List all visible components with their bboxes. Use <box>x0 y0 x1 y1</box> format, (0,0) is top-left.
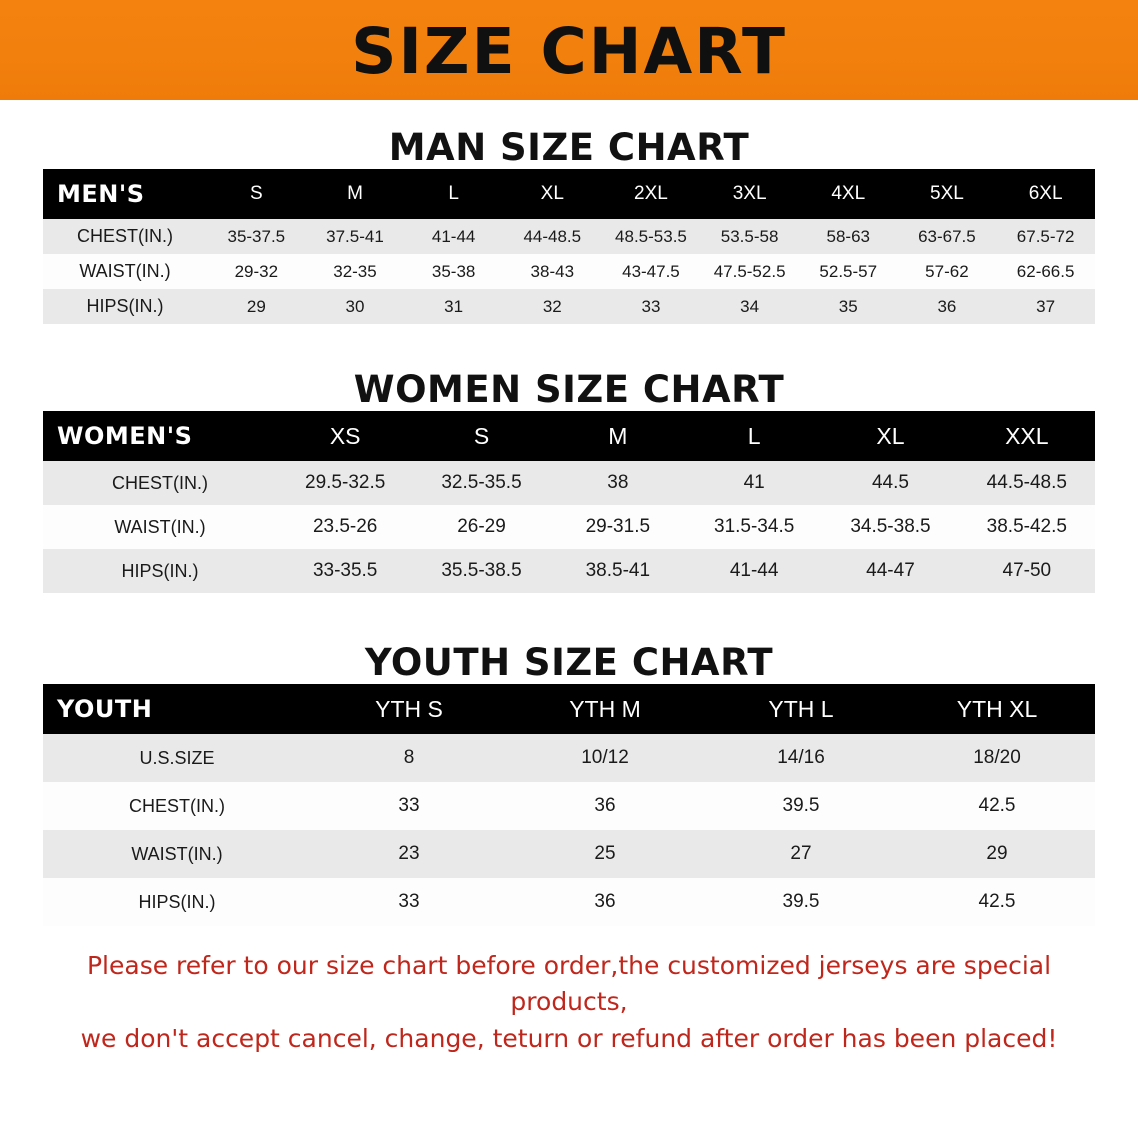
women-cell: 44-47 <box>866 560 915 581</box>
table-row <box>43 289 1095 324</box>
policy-note-line-2: we don't accept cancel, change, teturn or refund after order has been placed! <box>80 1023 1058 1053</box>
women-cell: 38.5-41 <box>585 560 651 581</box>
women-cell: 41-44 <box>729 560 779 581</box>
youth-cell: 33 <box>398 795 420 816</box>
youth-cell: 39.5 <box>782 891 820 912</box>
women-header-row <box>43 411 1095 461</box>
women-cell: 33-35.5 <box>312 560 378 581</box>
women-cell: 23.5-26 <box>312 516 378 537</box>
women-cell: 47-50 <box>1002 560 1052 581</box>
women-row-label: CHEST(IN.) <box>112 472 208 493</box>
table-row <box>43 878 1095 926</box>
women-row-label: HIPS(IN.) <box>121 560 199 581</box>
man-cell: 35 <box>838 296 858 316</box>
women-cell: 38.5-42.5 <box>986 516 1067 537</box>
man-cell: 36 <box>937 296 957 316</box>
man-cell: 57-62 <box>925 261 969 281</box>
man-cell: 29 <box>246 296 266 316</box>
women-size-table-wrapper <box>43 411 1095 593</box>
man-size-table <box>43 169 1095 324</box>
youth-row-label: CHEST(IN.) <box>129 795 225 816</box>
table-row <box>43 734 1095 782</box>
man-cell: 35-37.5 <box>227 226 286 246</box>
man-cell: 30 <box>345 296 365 316</box>
youth-corner-label: YOUTH <box>57 695 153 723</box>
youth-col-header: YTH XL <box>956 695 1038 722</box>
women-cell: 44.5-48.5 <box>986 472 1067 493</box>
man-cell: 32-35 <box>333 261 377 281</box>
man-header-row <box>43 169 1095 219</box>
youth-header-row <box>43 684 1095 734</box>
man-col-header: 3XL <box>732 183 767 204</box>
women-row-label: WAIST(IN.) <box>114 516 206 537</box>
man-col-header: 6XL <box>1028 183 1063 204</box>
man-cell: 29-32 <box>234 261 279 281</box>
youth-cell: 36 <box>594 795 616 816</box>
man-row-label: HIPS(IN.) <box>86 296 164 316</box>
man-col-header: 4XL <box>831 183 866 204</box>
women-cell: 41 <box>743 472 765 493</box>
man-col-header: XL <box>540 183 564 204</box>
youth-cell: 18/20 <box>973 747 1021 768</box>
women-cell: 34.5-38.5 <box>850 516 931 537</box>
man-table-head <box>43 169 1095 219</box>
page-title: SIZE CHART <box>351 14 787 88</box>
women-cell: 32.5-35.5 <box>441 472 522 493</box>
youth-row-label: HIPS(IN.) <box>138 891 216 912</box>
man-cell: 43-47.5 <box>622 261 680 281</box>
man-cell: 48.5-53.5 <box>615 226 687 246</box>
man-cell: 37.5-41 <box>326 226 384 246</box>
women-col-header: XXL <box>1005 422 1049 449</box>
women-corner-label: WOMEN'S <box>57 422 193 450</box>
women-col-header: L <box>747 422 761 449</box>
youth-cell: 25 <box>594 843 616 864</box>
man-cell: 58-63 <box>826 226 870 246</box>
man-col-header: S <box>249 183 263 204</box>
man-cell: 47.5-52.5 <box>713 261 786 281</box>
man-cell: 53.5-58 <box>720 226 779 246</box>
policy-note <box>39 948 1099 1057</box>
women-cell: 29.5-32.5 <box>305 472 386 493</box>
man-cell: 67.5-72 <box>1016 226 1075 246</box>
youth-cell: 29 <box>986 843 1008 864</box>
youth-cell: 33 <box>398 891 420 912</box>
youth-section-heading: YOUTH SIZE CHART <box>364 641 774 684</box>
man-row-label: CHEST(IN.) <box>77 226 173 246</box>
man-cell: 37 <box>1036 296 1056 316</box>
youth-cell: 39.5 <box>782 795 820 816</box>
women-cell: 31.5-34.5 <box>714 516 795 537</box>
man-cell: 38-43 <box>530 261 575 281</box>
man-col-header: M <box>347 183 363 204</box>
youth-cell: 36 <box>594 891 616 912</box>
man-size-table-wrapper <box>43 169 1095 324</box>
man-col-header: 5XL <box>930 183 964 204</box>
youth-col-header: YTH S <box>375 695 443 722</box>
table-row <box>43 549 1095 593</box>
man-cell: 32 <box>542 296 562 316</box>
women-cell: 38 <box>607 472 629 493</box>
man-cell: 33 <box>641 296 661 316</box>
table-row <box>43 219 1095 254</box>
man-cell: 34 <box>740 296 760 316</box>
youth-cell: 23 <box>398 843 420 864</box>
women-cell: 29-31.5 <box>585 516 651 537</box>
youth-size-table <box>43 684 1095 926</box>
youth-cell: 10/12 <box>581 747 629 768</box>
man-cell: 35-38 <box>431 261 476 281</box>
youth-cell: 42.5 <box>978 795 1016 816</box>
women-cell: 26-29 <box>457 516 506 537</box>
page-banner <box>0 0 1138 100</box>
man-cell: 44-48.5 <box>523 226 582 246</box>
women-col-header: XL <box>876 422 905 449</box>
women-table-head <box>43 411 1095 461</box>
women-col-header: M <box>608 422 628 449</box>
youth-cell: 8 <box>403 747 415 768</box>
women-col-header: S <box>473 422 490 449</box>
women-cell: 44.5 <box>871 472 909 493</box>
table-row <box>43 254 1095 289</box>
man-col-header: L <box>448 183 459 204</box>
youth-row-label: WAIST(IN.) <box>131 843 223 864</box>
man-cell: 62-66.5 <box>1016 261 1075 281</box>
man-cell: 31 <box>444 296 464 316</box>
youth-cell: 27 <box>790 843 812 864</box>
table-row <box>43 461 1095 505</box>
youth-size-table-wrapper <box>43 684 1095 926</box>
policy-note-line-1: Please refer to our size chart before order,the customized jerseys are special products, <box>86 951 1052 1017</box>
women-table-body <box>43 461 1095 593</box>
youth-cell: 42.5 <box>978 891 1016 912</box>
man-corner-label: MEN'S <box>57 180 145 208</box>
man-cell: 41-44 <box>431 226 476 246</box>
man-table-body <box>43 219 1095 324</box>
man-row-label: WAIST(IN.) <box>79 261 171 281</box>
table-row <box>43 830 1095 878</box>
youth-row-label: U.S.SIZE <box>139 747 215 768</box>
man-col-header: 2XL <box>634 183 668 204</box>
man-cell: 52.5-57 <box>819 261 878 281</box>
women-section-heading: WOMEN SIZE CHART <box>353 368 785 411</box>
youth-table-head <box>43 684 1095 734</box>
man-section-heading: MAN SIZE CHART <box>388 126 750 169</box>
table-row <box>43 782 1095 830</box>
women-col-header: XS <box>329 422 361 449</box>
man-cell: 63-67.5 <box>918 226 976 246</box>
women-cell: 35.5-38.5 <box>441 560 522 581</box>
youth-col-header: YTH L <box>768 695 834 722</box>
women-size-table <box>43 411 1095 593</box>
youth-table-body <box>43 734 1095 926</box>
youth-col-header: YTH M <box>569 695 641 722</box>
table-row <box>43 505 1095 549</box>
youth-cell: 14/16 <box>777 747 825 768</box>
